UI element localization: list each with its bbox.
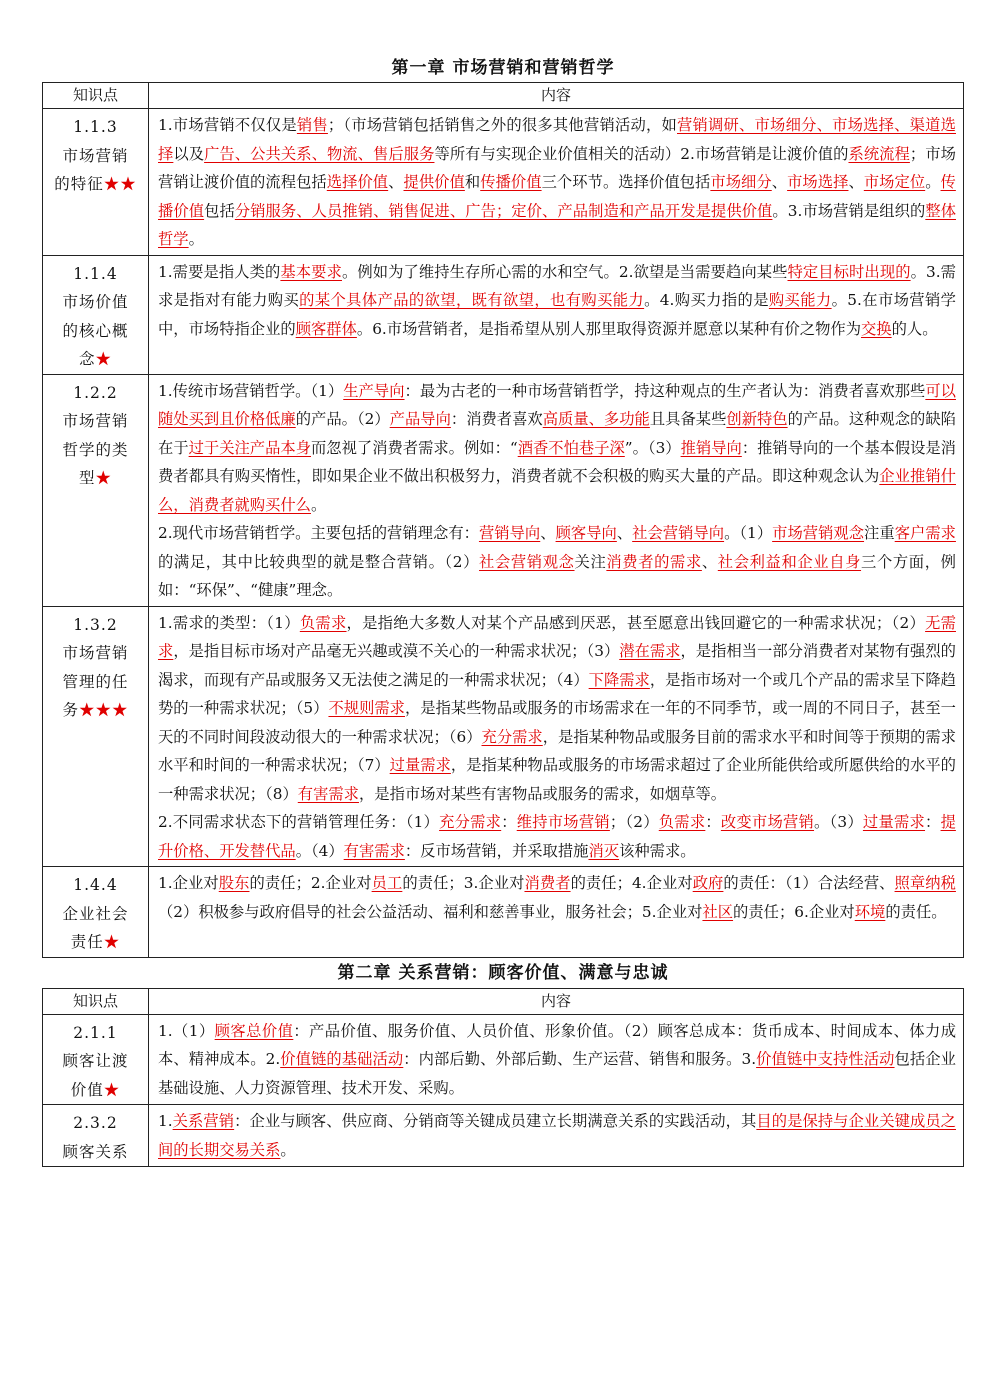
key-term: 营销导向 bbox=[478, 524, 541, 542]
knowledge-point-code: 1.4.4 bbox=[73, 876, 118, 894]
content-text: ，是指市场对某些有害物品或服务的需求，如烟草等。 bbox=[358, 784, 727, 803]
content-text: ，是指某种物品或服务目前的需求水平和时间等于预期的需求水平和时间的一种需求状况；（7） bbox=[158, 727, 956, 774]
key-term: 目的是保持与企业关键成员之间的长期交易关系 bbox=[158, 1112, 956, 1159]
key-term: 无需求 bbox=[158, 613, 956, 660]
key-term: 政府 bbox=[692, 874, 724, 892]
key-term: 交换 bbox=[861, 319, 892, 338]
key-term: 照章纳税 bbox=[894, 874, 956, 892]
key-term: 市场营销观念 bbox=[772, 524, 865, 542]
key-term: 消灭 bbox=[588, 841, 620, 860]
key-term: 充分需求 bbox=[439, 813, 502, 831]
key-term: 社区 bbox=[702, 902, 734, 921]
key-term: 企业推销什么，消费者就购买什么 bbox=[158, 467, 956, 514]
key-term: 生产导向 bbox=[343, 381, 405, 400]
content-text: 的人。 bbox=[891, 319, 938, 338]
key-term: 社会利益和企业自身 bbox=[717, 552, 862, 571]
knowledge-point-name: 务★★★ bbox=[62, 701, 129, 719]
content-text: 。6.市场营销者，是指希望从别人那里取得资源并愿意以某种有价之物作为 bbox=[356, 319, 861, 338]
key-term: 提供价值 bbox=[403, 173, 465, 191]
key-term: 广告、公共关系、物流、售后服务 bbox=[204, 144, 435, 163]
key-term: 顾客群体 bbox=[295, 319, 357, 338]
header-knowledge-point: 知识点 bbox=[43, 83, 149, 109]
knowledge-point-name: 的核心概 bbox=[62, 321, 129, 340]
key-term: 传播价值 bbox=[158, 173, 956, 220]
knowledge-point-name: 顾客让渡 bbox=[62, 1052, 129, 1070]
key-term: 整体哲学 bbox=[158, 201, 956, 248]
content-text: ： bbox=[501, 813, 517, 831]
content-text: 、 bbox=[848, 173, 864, 191]
table-row bbox=[43, 374, 964, 606]
content-text: ：企业与顾客、供应商、分销商等关键成员建立长期满意关系的实践活动，其 bbox=[234, 1112, 757, 1130]
content-text: 、 bbox=[540, 524, 556, 542]
knowledge-point-code: 1.2.2 bbox=[73, 383, 118, 402]
content-text: （2）积极参与政府倡导的社会公益活动、福利和慈善事业，服务社会；5.企业对 bbox=[158, 902, 703, 921]
content-text: ： bbox=[705, 813, 721, 831]
key-term: 特定目标时出现的 bbox=[787, 262, 911, 281]
knowledge-point-name: 型★ bbox=[78, 469, 113, 487]
content-text: 。例如为了维持生存所心需的水和空气。2.欲望是当需要趋向某些 bbox=[341, 262, 788, 281]
content-text: 2.不同需求状态下的营销管理任务：（1） bbox=[158, 813, 440, 831]
content-text: ：推销导向的一个基本假设是消费者都具有购买惰性，即如果企业不做出积极努力，消费者就不会积极的购买大量的产品。即这种观念认为 bbox=[158, 438, 956, 485]
key-term: 顾客总价值 bbox=[214, 1021, 294, 1040]
knowledge-point-name: 的特征★★ bbox=[54, 175, 137, 193]
knowledge-point-cell bbox=[43, 1014, 149, 1105]
content-text: 的责任：（1）合法经营、 bbox=[723, 874, 895, 892]
key-term: 有害需求 bbox=[297, 784, 359, 803]
content-text: 。 bbox=[188, 230, 204, 248]
content-cell bbox=[149, 606, 964, 867]
key-term: 基本要求 bbox=[280, 262, 342, 281]
content-text: 1.（1） bbox=[158, 1021, 215, 1040]
content-text: 该种需求。 bbox=[619, 841, 696, 860]
key-term: 价值链中支持性活动 bbox=[756, 1050, 895, 1068]
content-text: ： bbox=[925, 813, 941, 831]
content-text: 的责任；4.企业对 bbox=[570, 874, 693, 892]
key-term: 产品导向 bbox=[389, 410, 451, 428]
key-term: 顾客导向 bbox=[555, 524, 617, 542]
chapter-1-body bbox=[43, 109, 964, 958]
content-text: 2.现代市场营销哲学。主要包括的营销理念有： bbox=[158, 524, 479, 542]
importance-stars: ★ bbox=[95, 469, 113, 487]
content-cell bbox=[149, 374, 964, 606]
content-text: 1.需要是指人类的 bbox=[158, 262, 281, 281]
key-term: 市场细分 bbox=[710, 173, 772, 191]
knowledge-point-code: 2.3.2 bbox=[73, 1114, 118, 1132]
key-term: 员工 bbox=[371, 874, 403, 892]
importance-stars: ★★★ bbox=[79, 701, 129, 719]
table-row bbox=[43, 1105, 964, 1167]
content-text: ：产品价值、服务价值、人员价值、形象价值。（2）顾客总成本：货币成本、时间成本、体力成本、精神成本。2. bbox=[158, 1021, 956, 1068]
content-text: 的责任；3.企业对 bbox=[402, 874, 525, 892]
key-term: 市场选择 bbox=[787, 173, 849, 191]
content-text: ；市场营销让渡价值的流程包括 bbox=[158, 144, 956, 191]
content-text: 。 bbox=[925, 173, 941, 191]
content-cell bbox=[149, 867, 964, 958]
content-text: ：内部后勤、外部后勤、生产运营、销售和服务。3. bbox=[403, 1050, 757, 1068]
table-header-row bbox=[43, 83, 964, 109]
content-text: ”。（3） bbox=[624, 438, 681, 457]
content-text: 1.需求的类型：（1） bbox=[158, 613, 300, 632]
content-text: 、 bbox=[616, 524, 633, 542]
content-text: 的满足，其中比较典型的就是整合营销。（2） bbox=[158, 552, 480, 571]
content-text: ，是指某些物品或服务的市场需求在一年的不同季节，或一周的不同日子，甚至一天的不同时间段波动很大的一种需求状况；（6） bbox=[158, 699, 956, 746]
content-text: ，是指绝大多数人对某个产品感到厌恶，甚至愿意出钱回避它的一种需求状况；（2） bbox=[346, 613, 926, 632]
importance-stars: ★ bbox=[103, 933, 121, 951]
chapter-2-table bbox=[42, 988, 964, 1168]
key-term: 市场定位 bbox=[863, 173, 926, 191]
content-text: 。3.市场营销是组织的 bbox=[772, 201, 926, 220]
table-row bbox=[43, 606, 964, 867]
content-text: 包括 bbox=[204, 201, 235, 220]
content-cell bbox=[149, 1105, 964, 1167]
content-text: ，是指目标市场对产品毫无兴趣或漠不关心的一种需求状况；（3） bbox=[173, 642, 620, 660]
content-text: 。（3） bbox=[814, 813, 863, 831]
content-text: 三个环节。选择价值包括 bbox=[541, 173, 711, 191]
content-text: 的责任。 bbox=[885, 902, 947, 921]
chapter-1-title: 第一章 市场营销和营销哲学 bbox=[391, 58, 615, 78]
knowledge-point-name: 市场价值 bbox=[62, 293, 129, 311]
key-term: 潜在需求 bbox=[619, 642, 681, 660]
key-term: 环境 bbox=[854, 902, 886, 921]
key-term: 不规则需求 bbox=[328, 699, 405, 717]
key-term: 社会营销观念 bbox=[479, 552, 575, 571]
knowledge-point-name: 市场营销 bbox=[62, 146, 129, 165]
key-term: 维持市场营销 bbox=[516, 813, 610, 831]
key-term: 负需求 bbox=[299, 613, 347, 632]
content-text: 关注 bbox=[574, 552, 607, 571]
table-row bbox=[43, 255, 964, 374]
content-text: 包括企业基础设施、人力资源管理、技术开发、采购。 bbox=[158, 1050, 956, 1097]
content-paragraph bbox=[158, 111, 956, 254]
table-row bbox=[43, 109, 964, 256]
content-text: ：反市场营销，并采取措施 bbox=[404, 841, 589, 860]
key-term: 消费者的需求 bbox=[606, 552, 702, 571]
key-term: 消费者 bbox=[524, 874, 571, 892]
importance-stars: ★★ bbox=[103, 175, 137, 193]
content-text: ；（市场营销包括销售之外的很多其他营销活动，如 bbox=[327, 116, 677, 134]
key-term: 传播价值 bbox=[480, 173, 542, 191]
content-paragraph bbox=[158, 1017, 956, 1103]
content-text: 。 bbox=[310, 495, 327, 514]
key-term: 酒香不怕巷子深 bbox=[517, 438, 625, 457]
content-text: 1.企业对 bbox=[158, 874, 219, 892]
knowledge-point-code: 1.1.3 bbox=[73, 118, 118, 136]
content-text: 。3.需求是指对有能力购买 bbox=[158, 262, 956, 309]
knowledge-point-name: 市场营销 bbox=[62, 412, 129, 430]
content-text: ；（2） bbox=[609, 813, 659, 831]
knowledge-point-name: 企业社会 bbox=[62, 904, 129, 923]
key-term: 系统流程 bbox=[848, 144, 910, 163]
content-paragraph bbox=[158, 808, 956, 865]
key-term: 有害需求 bbox=[343, 841, 405, 860]
key-term: 营销调研、市场细分、市场选择、渠道选择 bbox=[158, 116, 956, 163]
key-term: 提升价格、开发替代品 bbox=[158, 813, 956, 860]
content-paragraph bbox=[158, 869, 956, 926]
content-text: 且具备某些 bbox=[649, 410, 727, 428]
key-term: 充分需求 bbox=[481, 727, 543, 746]
table-row bbox=[43, 867, 964, 958]
table-row bbox=[43, 1014, 964, 1105]
key-term: 改变市场营销 bbox=[720, 813, 815, 831]
content-text: 。（4） bbox=[295, 841, 344, 860]
page bbox=[42, 55, 964, 1167]
knowledge-point-code: 1.1.4 bbox=[73, 264, 118, 283]
key-term: 的某个具体产品的欲望，既有欲望，也有购买能力 bbox=[299, 291, 645, 309]
knowledge-point-name: 市场营销 bbox=[62, 644, 129, 662]
content-text: 、 bbox=[771, 173, 788, 191]
knowledge-point-cell bbox=[43, 1105, 149, 1167]
content-text: 的产品。这种观念的缺陷在于 bbox=[158, 410, 956, 457]
knowledge-point-name: 念★ bbox=[78, 350, 113, 368]
content-paragraph bbox=[158, 609, 956, 809]
key-term: 过量需求 bbox=[389, 756, 451, 774]
content-paragraph bbox=[158, 377, 956, 520]
content-text: 1.传统市场营销哲学。（1） bbox=[158, 381, 344, 400]
key-term: 关系营销 bbox=[172, 1112, 235, 1130]
content-text: 注重 bbox=[864, 524, 895, 542]
importance-stars: ★ bbox=[103, 1080, 121, 1099]
content-text: ，是指某种物品或服务的市场需求超过了企业所能供给或所愿供给的水平的一种需求状况；（8） bbox=[158, 756, 956, 803]
key-term: 负需求 bbox=[658, 813, 706, 831]
knowledge-point-cell bbox=[43, 867, 149, 958]
content-text: 的责任；6.企业对 bbox=[733, 902, 855, 921]
knowledge-point-code: 2.1.1 bbox=[73, 1023, 118, 1042]
knowledge-point-name: 价值★ bbox=[70, 1080, 121, 1099]
key-term: 过量需求 bbox=[862, 813, 926, 831]
knowledge-point-name: 管理的任 bbox=[62, 672, 129, 691]
key-term: 分销服务、人员推销、销售促进、广告；定价、产品制造和产品开发是提供价值 bbox=[234, 201, 773, 220]
table-header-row bbox=[43, 988, 964, 1014]
content-text: 、 bbox=[701, 552, 718, 571]
key-term: 社会营销导向 bbox=[632, 524, 725, 542]
content-text: 。 bbox=[280, 1140, 296, 1159]
key-term: 高质量、多功能 bbox=[542, 410, 650, 428]
knowledge-point-name: 责任★ bbox=[70, 933, 121, 951]
knowledge-point-cell bbox=[43, 109, 149, 256]
content-text: 的产品。（2） bbox=[295, 410, 390, 428]
content-text: 而忽视了消费者需求。例如：“ bbox=[311, 438, 518, 457]
header-knowledge-point: 知识点 bbox=[43, 988, 149, 1014]
content-text: 1.市场营销不仅仅是 bbox=[158, 116, 297, 134]
knowledge-point-name: 哲学的类 bbox=[62, 440, 129, 459]
key-term: 价值链的基础活动 bbox=[280, 1050, 404, 1068]
header-content: 内容 bbox=[149, 83, 964, 109]
content-paragraph bbox=[158, 519, 956, 605]
knowledge-point-cell bbox=[43, 606, 149, 867]
content-cell bbox=[149, 1014, 964, 1105]
key-term: 股东 bbox=[218, 874, 250, 892]
chapter-2-body bbox=[43, 1014, 964, 1167]
key-term: 购买能力 bbox=[768, 291, 832, 309]
key-term: 下降需求 bbox=[588, 670, 650, 689]
content-text: 。（1） bbox=[724, 524, 773, 542]
content-cell bbox=[149, 109, 964, 256]
content-text: 的责任；2.企业对 bbox=[249, 874, 372, 892]
content-text: 、 bbox=[388, 173, 404, 191]
knowledge-point-code: 1.3.2 bbox=[73, 615, 118, 634]
key-term: 选择价值 bbox=[326, 173, 389, 191]
content-text: 。5.在市场营销学中，市场特指企业的 bbox=[158, 291, 956, 338]
content-text: 和 bbox=[464, 173, 481, 191]
content-text: ：消费者喜欢 bbox=[450, 410, 543, 428]
content-text: 三个方面，例如：“环保”、“健康”理念。 bbox=[158, 552, 956, 599]
header-content: 内容 bbox=[149, 988, 964, 1014]
content-text: 等所有与实现企业价值相关的活动）2.市场营销是让渡价值的 bbox=[434, 144, 849, 163]
chapter-2-title: 第二章 关系营销：顾客价值、满意与忠诚 bbox=[337, 962, 669, 983]
importance-stars: ★ bbox=[95, 350, 113, 368]
knowledge-point-cell bbox=[43, 374, 149, 606]
content-paragraph bbox=[158, 258, 956, 344]
content-text: 以及 bbox=[173, 144, 205, 163]
knowledge-point-cell bbox=[43, 255, 149, 374]
content-text: ，是指相当一部分消费者对某物有强烈的渴求，而现有产品或服务又无法使之满足的一种需求状况；（4） bbox=[158, 642, 956, 689]
content-paragraph bbox=[158, 1107, 956, 1164]
key-term: 客户需求 bbox=[894, 524, 956, 542]
content-text: 1. bbox=[158, 1112, 173, 1130]
content-text: 。4.购买力指的是 bbox=[644, 291, 769, 309]
content-cell bbox=[149, 255, 964, 374]
chapter-1-table bbox=[42, 82, 964, 958]
key-term: 可以随处买到且价格低廉 bbox=[158, 381, 956, 428]
key-term: 创新特色 bbox=[726, 410, 788, 428]
knowledge-point-name: 顾客关系 bbox=[62, 1142, 129, 1161]
content-text: ：最为古老的一种市场营销哲学，持这种观点的生产者认为：消费者喜欢那些 bbox=[404, 381, 926, 400]
key-term: 销售 bbox=[296, 116, 328, 134]
key-term: 推销导向 bbox=[680, 438, 742, 457]
content-text: ，是指市场对一个或几个产品的需求呈下降趋势的一种需求状况；（5） bbox=[158, 670, 956, 717]
key-term: 过于关注产品本身 bbox=[188, 438, 311, 457]
